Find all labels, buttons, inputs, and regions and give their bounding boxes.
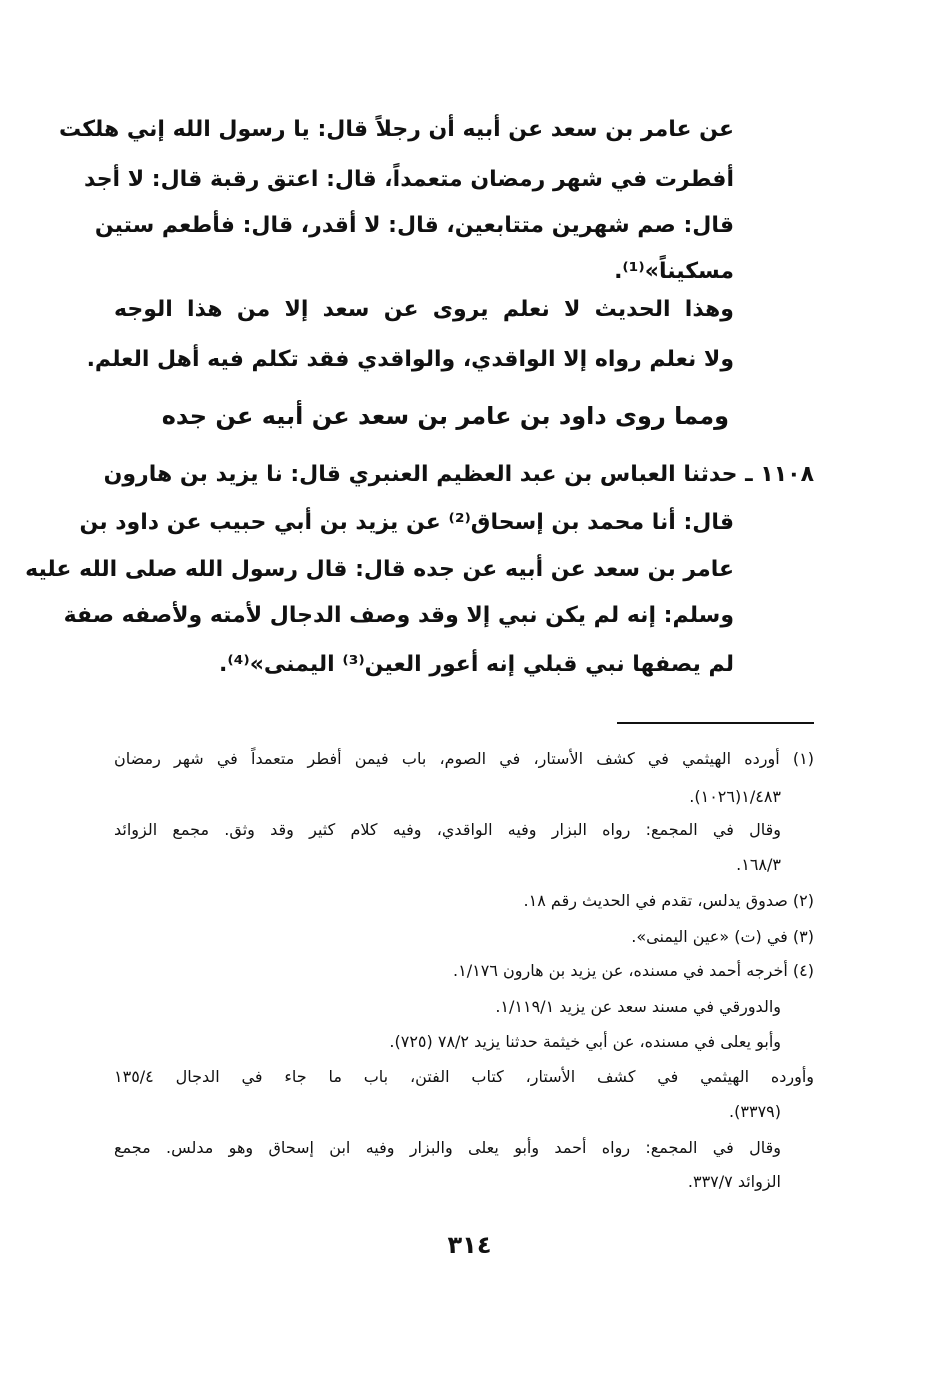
page-number: ٣١٤: [447, 1231, 492, 1259]
hadith-line-5: لم يصفها نبي قبلي إنه أعور العين⁽³⁾ اليمنى»⁽⁴⁾.: [219, 652, 734, 677]
body-line-4: مسكيناً»⁽¹⁾.: [614, 259, 734, 284]
footnote-2: (٢) صدوق يدلس، تقدم في الحديث رقم ١٨.: [523, 891, 814, 910]
hadith-line-4: وسلم: إنه لم يكن نبي إلا وقد وصف الدجال لأمته ولأصفه صفة: [63, 603, 734, 628]
footnote-4-line-7: الزوائد ٣٣٧/٧.: [687, 1172, 781, 1191]
body-line-2: أفطرت في شهر رمضان متعمداً، قال: اعتق رقبة قال: لا أجد: [83, 167, 734, 192]
footnote-3: (٣) في (ت) «عين اليمنى».: [631, 927, 814, 946]
footnote-4-line-5: (٣٣٧٩).: [729, 1102, 781, 1121]
body-line-3: قال: صم شهرين متتابعين، قال: لا أقدر، قال: فأطعم ستين: [94, 213, 734, 238]
hadith-line-3: عامر بن سعد عن أبيه عن جده قال: قال رسول الله صلى الله عليه: [25, 557, 734, 582]
hadith-line-2: قال: أنا محمد بن إسحاق⁽²⁾ عن يزيد بن أبي حبيب عن داود بن: [79, 510, 734, 535]
body-line-6: ولا نعلم رواه إلا الواقدي، والواقدي فقد تكلم فيه أهل العلم.: [86, 347, 734, 372]
footnote-4-line-2: والدورقي في مسند سعد عن يزيد ١/١١٩/١.: [495, 997, 781, 1016]
footnote-4-line-3: وأبو يعلى في مسنده، عن أبي خيثمة حدثنا يزيد ٧٨/٢ (٧٢٥).: [389, 1032, 781, 1051]
footnote-1-line-4: ١٦٨/٣.: [736, 855, 781, 874]
footnote-4-line-4: وأورده الهيثمي في كشف الأستار، كتاب الفتن، باب ما جاء في الدجال ١٣٥/٤: [114, 1067, 814, 1086]
body-line-5: وهذا الحديث لا نعلم يروى عن سعد إلا من هذا الوجه: [114, 297, 734, 322]
footnote-4-line-6: وقال في المجمع: رواه أحمد وأبو يعلى والبزار وفيه ابن إسحاق وهو مدلس. مجمع: [114, 1138, 781, 1157]
footnote-1-line-1: (١) أورده الهيثمي في كشف الأستار، في الصوم، باب فيمن أفطر متعمداً في شهر رمضان: [114, 749, 814, 768]
footnote-divider: [617, 722, 814, 724]
footnote-1-line-2: ١/٤٨٣(١٠٢٦).: [689, 787, 781, 806]
hadith-line-1: ١١٠٨ ـ حدثنا العباس بن عبد العظيم العنبري قال: نا يزيد بن هارون: [103, 462, 814, 487]
section-heading: ومما روى داود بن عامر بن سعد عن أبيه عن جده: [161, 402, 729, 430]
footnote-4-line-1: (٤) أخرجه أحمد في مسنده، عن يزيد بن هارون ١/١٧٦.: [453, 961, 814, 980]
footnote-1-line-3: وقال في المجمع: رواه البزار وفيه الواقدي، وفيه كلام كثير وقد وثق. مجمع الزوائد: [114, 820, 781, 839]
body-line-1: عن عامر بن سعد عن أبيه أن رجلاً قال: يا رسول الله إني هلكت: [58, 117, 734, 142]
